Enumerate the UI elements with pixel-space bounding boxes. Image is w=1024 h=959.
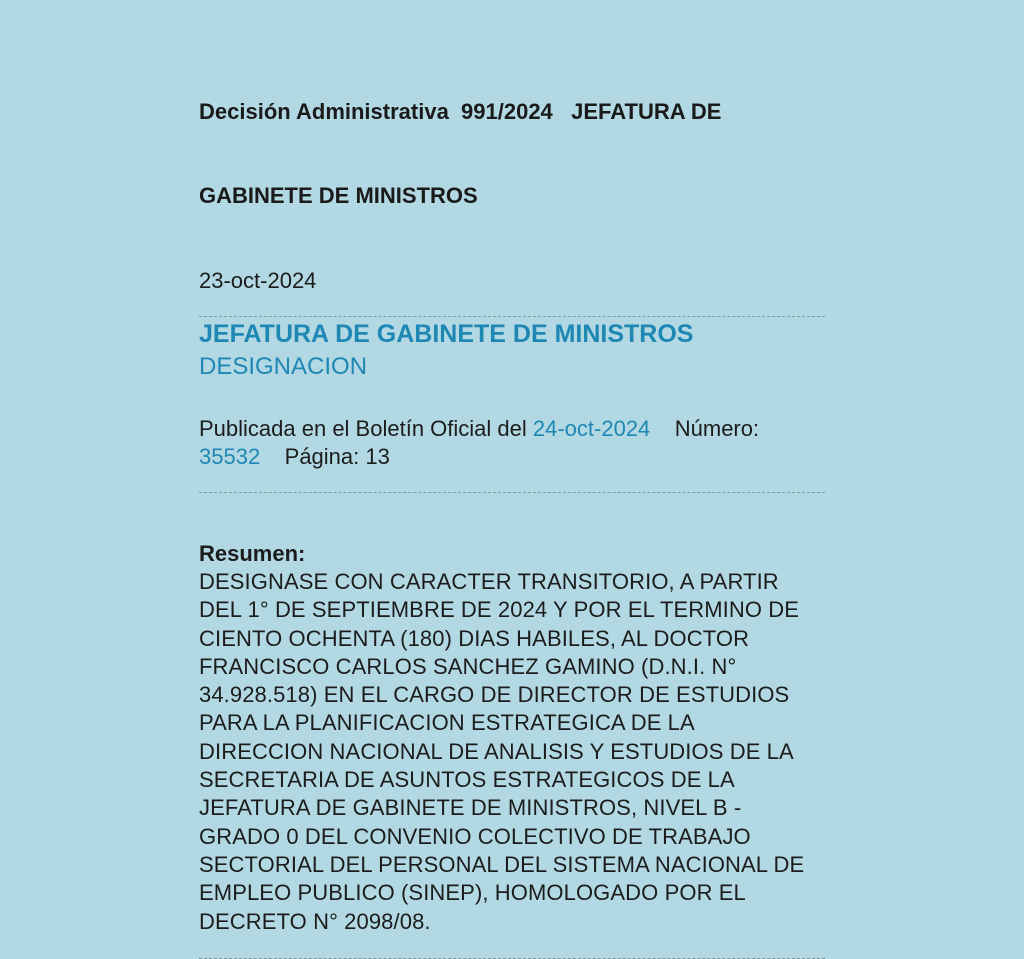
summary-line: DESIGNASE CON CARACTER TRANSITORIO, A PARTIR xyxy=(199,569,779,594)
summary-text xyxy=(199,568,825,936)
summary-line: SECRETARIA DE ASUNTOS ESTRATEGICOS DE LA xyxy=(199,767,735,793)
divider xyxy=(199,316,825,317)
document-title-line-1: Decisión Administrativa 991/2024 JEFATURA DE xyxy=(199,99,722,124)
document-title-line-2: GABINETE DE MINISTROS xyxy=(199,183,478,208)
numero-label: Número: xyxy=(674,416,760,441)
publication-prefix: Publicada en el Boletín Oficial del xyxy=(199,416,533,441)
section-heading: DESIGNACION xyxy=(199,353,368,380)
summary-line: EMPLEO PUBLICO (SINEP), HOMOLOGADO POR EL xyxy=(199,880,746,906)
numero-link[interactable]: 35532 xyxy=(199,444,261,469)
document-title xyxy=(199,42,825,266)
summary-line: DEL 1° DE SEPTIEMBRE DE 2024 Y POR EL TERMINO DE xyxy=(199,597,800,623)
summary-line: FRANCISCO CARLOS SANCHEZ GAMINO (D.N.I. N° xyxy=(199,653,737,679)
summary-line: JEFATURA DE GABINETE DE MINISTROS, NIVEL B - xyxy=(199,795,742,821)
summary-line: CIENTO OCHENTA (180) DIAS HABILES, AL DOCTOR xyxy=(199,625,750,651)
summary-line: 34.928.518) EN EL CARGO DE DIRECTOR DE ESTUDIOS xyxy=(199,682,790,708)
publication-date-link[interactable]: 24-oct-2024 xyxy=(532,416,651,441)
document-date: 23-oct-2024 xyxy=(199,268,317,293)
summary-line: SECTORIAL DEL PERSONAL DEL SISTEMA NACIONAL DE xyxy=(199,851,805,877)
summary-label: Resumen: xyxy=(199,541,306,566)
divider xyxy=(199,492,825,493)
summary-line: PARA LA PLANIFICACION ESTRATEGICA DE LA xyxy=(199,710,695,736)
summary-line: DECRETO N° 2098/08. xyxy=(199,908,431,934)
summary-line: DIRECCION NACIONAL DE ANALISIS Y ESTUDIOS DE LA xyxy=(199,738,794,764)
organization-heading: JEFATURA DE GABINETE DE MINISTROS xyxy=(199,320,694,348)
publication-info xyxy=(199,415,825,471)
document-container xyxy=(199,42,825,959)
summary-line: GRADO 0 DEL CONVENIO COLECTIVO DE TRABAJO xyxy=(199,823,751,849)
pagina-info: Página: 13 xyxy=(284,444,390,469)
